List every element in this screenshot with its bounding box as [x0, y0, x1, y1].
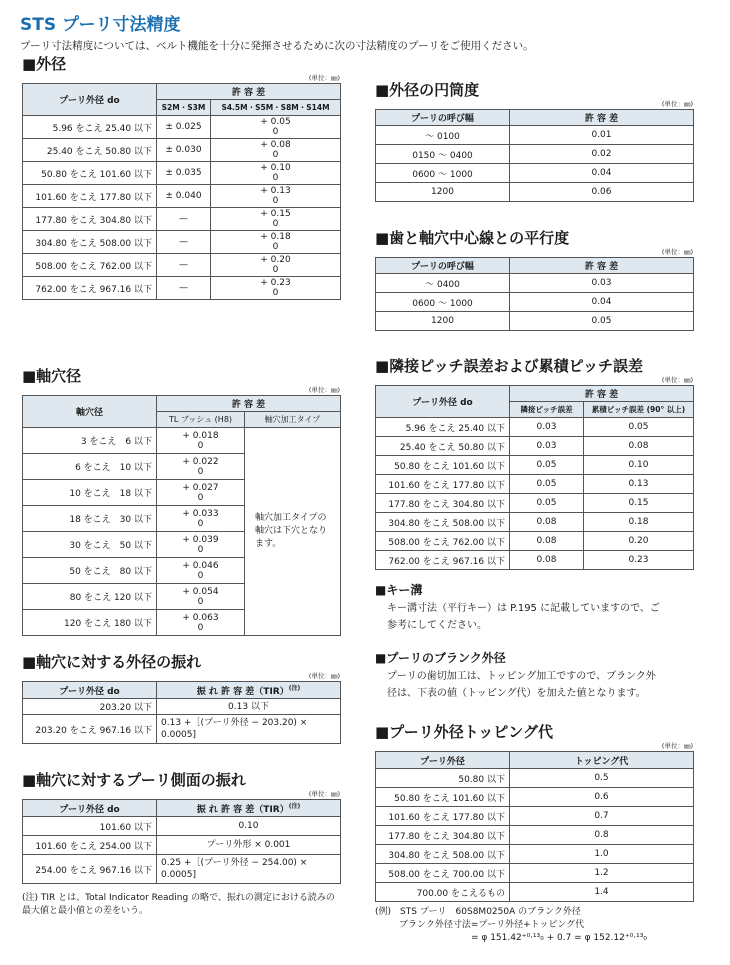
value-cell: 0.05	[584, 418, 694, 437]
header-cell: 隣接ピッチ誤差	[510, 402, 584, 418]
value-cell: 1.2	[510, 864, 694, 883]
tolerance-upper: + 0.027	[182, 482, 219, 493]
table-row	[376, 769, 694, 788]
tolerance-upper: + 0.063	[182, 612, 219, 623]
value-cell: 1.4	[510, 883, 694, 902]
unit-label: (単位：㎜)	[661, 376, 693, 384]
tolerance-cell	[157, 610, 245, 636]
header-text: 振 れ 許 容 差（TIR）	[196, 805, 289, 815]
header-cell: プーリの呼び幅	[376, 258, 510, 274]
unit-label: (単位：㎜)	[661, 248, 693, 256]
tolerance-upper: + 0.039	[182, 534, 219, 545]
value-cell: 0.08	[510, 513, 584, 532]
example-line-2: ブランク外径寸法=プーリ外径+トッピング代	[399, 920, 585, 930]
value-cell: 0.03	[510, 418, 584, 437]
table-row	[376, 164, 694, 183]
value-cell: 0.05	[510, 312, 694, 331]
pitch-error-section	[375, 356, 693, 570]
section-title: ■歯と軸穴中心線との平行度	[375, 229, 570, 247]
tolerance-cell: —	[157, 231, 211, 254]
unit-label: (単位：㎜)	[661, 742, 693, 750]
range-cell: 50.80 をこえ 101.60 以下	[376, 456, 510, 475]
value-cell: 0.08	[510, 551, 584, 570]
page-intro: プーリ寸法精度については、ベルト機能を十分に発揮させるために次の寸法精度のプーリをご使用ください。	[20, 40, 534, 52]
table-row	[376, 788, 694, 807]
range-cell: 50.80 をこえ 101.60 以下	[23, 162, 157, 185]
table-row	[23, 699, 341, 715]
value-cell: 0.04	[510, 293, 694, 312]
tolerance-cell: ± 0.025	[157, 116, 211, 139]
keyway-text-2: 参考にしてください。	[387, 620, 487, 631]
tolerance-upper: + 0.022	[182, 456, 219, 467]
radial-runout-section	[22, 652, 340, 744]
table-row	[23, 855, 341, 884]
table-row	[23, 185, 341, 208]
value-cell: 0.06	[510, 183, 694, 202]
cylindricity-table	[375, 109, 694, 202]
header-cell: プーリの呼び幅	[376, 110, 510, 126]
section-title: ■プーリのブランク外径	[375, 651, 506, 665]
tolerance-cell	[211, 277, 341, 300]
radial-runout-rows	[23, 699, 341, 744]
tolerance-cell: —	[157, 254, 211, 277]
tolerance-cell	[211, 162, 341, 185]
section-title: ■プーリ外径トッピング代	[375, 723, 553, 741]
value-cell: 0.18	[584, 513, 694, 532]
table-row	[376, 437, 694, 456]
header-cell: 許 容 差	[157, 396, 341, 412]
header-cell: プーリ外径 do	[376, 386, 510, 418]
width-cell: ～ 0100	[376, 126, 510, 145]
example-block	[375, 906, 693, 945]
page-title: STS プーリ寸法精度	[20, 15, 181, 35]
header-cell: S2M・S3M	[157, 100, 211, 116]
unit-label: (単位：㎜)	[308, 386, 340, 394]
value-cell: 0.8	[510, 826, 694, 845]
tolerance-upper: + 0.08	[260, 140, 291, 150]
tolerance-upper: + 0.05	[260, 117, 291, 127]
section-title: ■軸穴に対するプーリ側面の振れ	[22, 771, 246, 789]
range-cell: 101.60 をこえ 177.80 以下	[23, 185, 157, 208]
tolerance-lower: 0	[272, 150, 279, 160]
pitch-error-rows	[376, 418, 694, 570]
table-row	[376, 826, 694, 845]
range-cell: 50.80 をこえ 101.60 以下	[376, 788, 510, 807]
table-row	[376, 293, 694, 312]
range-cell: 304.80 をこえ 508.00 以下	[376, 513, 510, 532]
topping-section	[375, 722, 693, 902]
tolerance-lower: 0	[272, 196, 279, 206]
tolerance-cell: ± 0.040	[157, 185, 211, 208]
section-title: ■外径	[22, 55, 67, 73]
range-cell: 508.00 をこえ 762.00 以下	[23, 254, 157, 277]
tolerance-cell	[157, 584, 245, 610]
width-cell: 0150 ～ 0400	[376, 145, 510, 164]
value-cell: 0.25 +［(プーリ外径 − 254.00) × 0.0005]	[157, 855, 341, 884]
tolerance-cell: ± 0.035	[157, 162, 211, 185]
value-cell: 0.15	[584, 494, 694, 513]
header-cell: プーリ外径 do	[23, 84, 157, 116]
range-cell: 50.80 以下	[376, 769, 510, 788]
header-cell: S4.5M・S5M・S8M・S14M	[211, 100, 341, 116]
face-runout-section	[22, 770, 340, 884]
table-row	[23, 428, 341, 454]
range-cell: 101.60 をこえ 177.80 以下	[376, 475, 510, 494]
width-cell: 1200	[376, 183, 510, 202]
section-title: ■隣接ピッチ誤差および累積ピッチ誤差	[375, 357, 643, 375]
section-title: ■軸穴径	[22, 367, 82, 385]
table-row	[376, 475, 694, 494]
cylindricity-section	[375, 80, 693, 202]
value-cell: 0.05	[510, 475, 584, 494]
range-cell: 700.00 をこえるもの	[376, 883, 510, 902]
range-cell: 203.20 以下	[23, 699, 157, 715]
table-row	[23, 817, 341, 836]
bore-rows	[23, 428, 341, 636]
face-runout-table	[22, 799, 341, 884]
range-cell: 177.80 をこえ 304.80 以下	[376, 494, 510, 513]
range-cell: 508.00 をこえ 762.00 以下	[376, 532, 510, 551]
example-line-3: = φ 151.42⁺⁰·¹³₀ + 0.7 = φ 152.12⁺⁰·¹³₀	[471, 933, 647, 943]
range-cell: 254.00 をこえ 967.16 以下	[23, 855, 157, 884]
tolerance-lower: 0	[272, 127, 279, 137]
tolerance-cell	[157, 428, 245, 454]
table-row	[376, 456, 694, 475]
outer-diameter-rows	[23, 116, 341, 300]
table-row	[23, 254, 341, 277]
table-row	[376, 126, 694, 145]
range-cell: 177.80 をこえ 304.80 以下	[376, 826, 510, 845]
pitch-error-table	[375, 385, 694, 570]
tolerance-lower: 0	[197, 518, 204, 529]
tolerance-upper: + 0.15	[260, 209, 291, 219]
value-cell: プーリ外形 × 0.001	[157, 836, 341, 855]
table-row	[376, 551, 694, 570]
blank-text-1: プーリの歯切加工は、トッピング加工ですので、ブランク外	[387, 671, 656, 682]
tolerance-upper: + 0.033	[182, 508, 219, 519]
topping-table	[375, 751, 694, 902]
range-cell: 508.00 をこえ 700.00 以下	[376, 864, 510, 883]
header-cell: トッピング代	[510, 752, 694, 769]
section-title: ■外径の円筒度	[375, 81, 480, 99]
table-row	[376, 513, 694, 532]
header-cell: 許 容 差	[510, 258, 694, 274]
table-row	[376, 145, 694, 164]
range-cell: 101.60 をこえ 177.80 以下	[376, 807, 510, 826]
header-cell: プーリ外径 do	[23, 800, 157, 817]
tolerance-cell	[157, 506, 245, 532]
table-row	[23, 139, 341, 162]
range-cell: 177.80 をこえ 304.80 以下	[23, 208, 157, 231]
range-cell: 203.20 をこえ 967.16 以下	[23, 715, 157, 744]
tolerance-lower: 0	[197, 622, 204, 633]
value-cell: 0.5	[510, 769, 694, 788]
value-cell: 0.05	[510, 456, 584, 475]
outer-diameter-table	[22, 83, 341, 300]
value-cell: 0.7	[510, 807, 694, 826]
value-cell: 0.13 以下	[157, 699, 341, 715]
tolerance-upper: + 0.018	[182, 430, 219, 441]
range-cell: 6 をこえ 10 以下	[23, 454, 157, 480]
face-runout-rows	[23, 817, 341, 884]
keyway-text-1: キー溝寸法（平行キー）は P.195 に記載していますので、ご	[387, 603, 660, 614]
tolerance-upper: + 0.046	[182, 560, 219, 571]
range-cell: 762.00 をこえ 967.16 以下	[23, 277, 157, 300]
tolerance-lower: 0	[197, 466, 204, 477]
tolerance-cell: ± 0.030	[157, 139, 211, 162]
value-cell: 0.01	[510, 126, 694, 145]
range-cell: 101.60 以下	[23, 817, 157, 836]
header-cell: 許 容 差	[510, 110, 694, 126]
tolerance-cell	[211, 254, 341, 277]
value-cell: 0.03	[510, 274, 694, 293]
tolerance-lower: 0	[272, 242, 279, 252]
value-cell: 0.10	[157, 817, 341, 836]
tolerance-upper: + 0.23	[260, 278, 291, 288]
tolerance-cell	[211, 116, 341, 139]
example-line-1: (例) STS プーリ 60S8M0250A のブランク外径	[375, 907, 581, 917]
range-cell: 101.60 をこえ 254.00 以下	[23, 836, 157, 855]
tolerance-cell	[157, 558, 245, 584]
range-cell: 30 をこえ 50 以下	[23, 532, 157, 558]
header-cell	[157, 800, 341, 817]
table-row	[376, 532, 694, 551]
table-row	[23, 116, 341, 139]
range-cell: 304.80 をこえ 508.00 以下	[376, 845, 510, 864]
tolerance-lower: 0	[272, 265, 279, 275]
value-cell: 0.10	[584, 456, 694, 475]
parallelism-table	[375, 257, 694, 331]
range-cell: 18 をこえ 30 以下	[23, 506, 157, 532]
tolerance-lower: 0	[272, 173, 279, 183]
table-row	[376, 864, 694, 883]
header-cell: プーリ外径	[376, 752, 510, 769]
table-row	[23, 231, 341, 254]
range-cell: 50 をこえ 80 以下	[23, 558, 157, 584]
table-row	[23, 277, 341, 300]
tolerance-lower: 0	[272, 219, 279, 229]
table-row	[23, 836, 341, 855]
cylindricity-rows	[376, 126, 694, 202]
unit-label: (単位：㎜)	[308, 672, 340, 680]
value-cell: 0.08	[510, 532, 584, 551]
range-cell: 120 をこえ 180 以下	[23, 610, 157, 636]
tolerance-lower: 0	[197, 570, 204, 581]
range-cell: 3 をこえ 6 以下	[23, 428, 157, 454]
tolerance-lower: 0	[197, 440, 204, 451]
range-cell: 304.80 をこえ 508.00 以下	[23, 231, 157, 254]
range-cell: 25.40 をこえ 50.80 以下	[23, 139, 157, 162]
range-cell: 10 をこえ 18 以下	[23, 480, 157, 506]
tolerance-cell	[211, 139, 341, 162]
table-row	[376, 845, 694, 864]
range-cell: 25.40 をこえ 50.80 以下	[376, 437, 510, 456]
value-cell: 0.04	[510, 164, 694, 183]
value-cell: 0.13 +［(プーリ外径 − 203.20) × 0.0005]	[157, 715, 341, 744]
bore-section	[22, 366, 340, 636]
note-mark: (注)	[288, 685, 301, 692]
table-row	[376, 883, 694, 902]
tolerance-upper: + 0.054	[182, 586, 219, 597]
table-row	[23, 208, 341, 231]
unit-label: (単位：㎜)	[308, 74, 340, 82]
tolerance-lower: 0	[197, 492, 204, 503]
tolerance-cell	[157, 480, 245, 506]
blank-text-2: 径は、下表の値（トッピング代）を加えた値となります。	[387, 688, 646, 699]
header-cell	[157, 682, 341, 699]
unit-label: (単位：㎜)	[661, 100, 693, 108]
parallelism-section	[375, 228, 693, 331]
note-mark: (注)	[288, 803, 301, 810]
blank-section	[375, 648, 693, 702]
width-cell: 0600 ～ 1000	[376, 164, 510, 183]
keyway-section	[375, 580, 693, 634]
value-cell: 0.13	[584, 475, 694, 494]
tolerance-upper: + 0.20	[260, 255, 291, 265]
tolerance-upper: + 0.13	[260, 186, 291, 196]
value-cell: 0.02	[510, 145, 694, 164]
topping-rows	[376, 769, 694, 902]
value-cell: 0.08	[584, 437, 694, 456]
tolerance-cell: —	[157, 208, 211, 231]
tolerance-lower: 0	[197, 544, 204, 555]
tolerance-cell	[211, 231, 341, 254]
tolerance-lower: 0	[272, 288, 279, 298]
bore-table	[22, 395, 341, 636]
range-cell: 80 をこえ 120 以下	[23, 584, 157, 610]
section-title: ■軸穴に対する外径の振れ	[22, 653, 202, 671]
table-row	[23, 162, 341, 185]
table-row	[376, 494, 694, 513]
header-cell: TL ブッシュ (H8)	[157, 412, 245, 428]
width-cell: 1200	[376, 312, 510, 331]
tolerance-cell: —	[157, 277, 211, 300]
header-cell: 許 容 差	[157, 84, 341, 100]
header-cell: 軸穴径	[23, 396, 157, 428]
tolerance-cell	[211, 185, 341, 208]
table-row	[376, 418, 694, 437]
header-cell: 許 容 差	[510, 386, 694, 402]
parallelism-rows	[376, 274, 694, 331]
value-cell: 0.20	[584, 532, 694, 551]
table-row	[376, 807, 694, 826]
range-cell: 5.96 をこえ 25.40 以下	[23, 116, 157, 139]
tolerance-cell	[157, 532, 245, 558]
value-cell: 0.23	[584, 551, 694, 570]
header-cell: 累積ピッチ誤差 (90° 以上)	[584, 402, 694, 418]
radial-runout-table	[22, 681, 341, 744]
width-cell: ～ 0400	[376, 274, 510, 293]
bore-note-cell: 軸穴加工タイプの軸穴は下穴となります。	[245, 428, 341, 636]
unit-label: (単位：㎜)	[308, 790, 340, 798]
value-cell: 0.05	[510, 494, 584, 513]
section-title: ■キー溝	[375, 583, 423, 597]
outer-diameter-section	[22, 54, 340, 300]
tolerance-upper: + 0.10	[260, 163, 291, 173]
value-cell: 1.0	[510, 845, 694, 864]
value-cell: 0.6	[510, 788, 694, 807]
width-cell: 0600 ～ 1000	[376, 293, 510, 312]
range-cell: 762.00 をこえ 967.16 以下	[376, 551, 510, 570]
range-cell: 5.96 をこえ 25.40 以下	[376, 418, 510, 437]
header-cell: 軸穴加工タイプ	[245, 412, 341, 428]
header-text: 振 れ 許 容 差（TIR）	[196, 687, 289, 697]
value-cell: 0.03	[510, 437, 584, 456]
header-cell: プーリ外径 do	[23, 682, 157, 699]
table-row	[23, 715, 341, 744]
footnote: (注) TIR とは、Total Indicator Reading の略で、振れの測定における読みの最大値と最小値との差をいう。	[22, 893, 335, 916]
tolerance-cell	[157, 454, 245, 480]
table-row	[376, 312, 694, 331]
table-row	[376, 183, 694, 202]
tolerance-lower: 0	[197, 596, 204, 607]
tolerance-cell	[211, 208, 341, 231]
tolerance-upper: + 0.18	[260, 232, 291, 242]
table-row	[376, 274, 694, 293]
